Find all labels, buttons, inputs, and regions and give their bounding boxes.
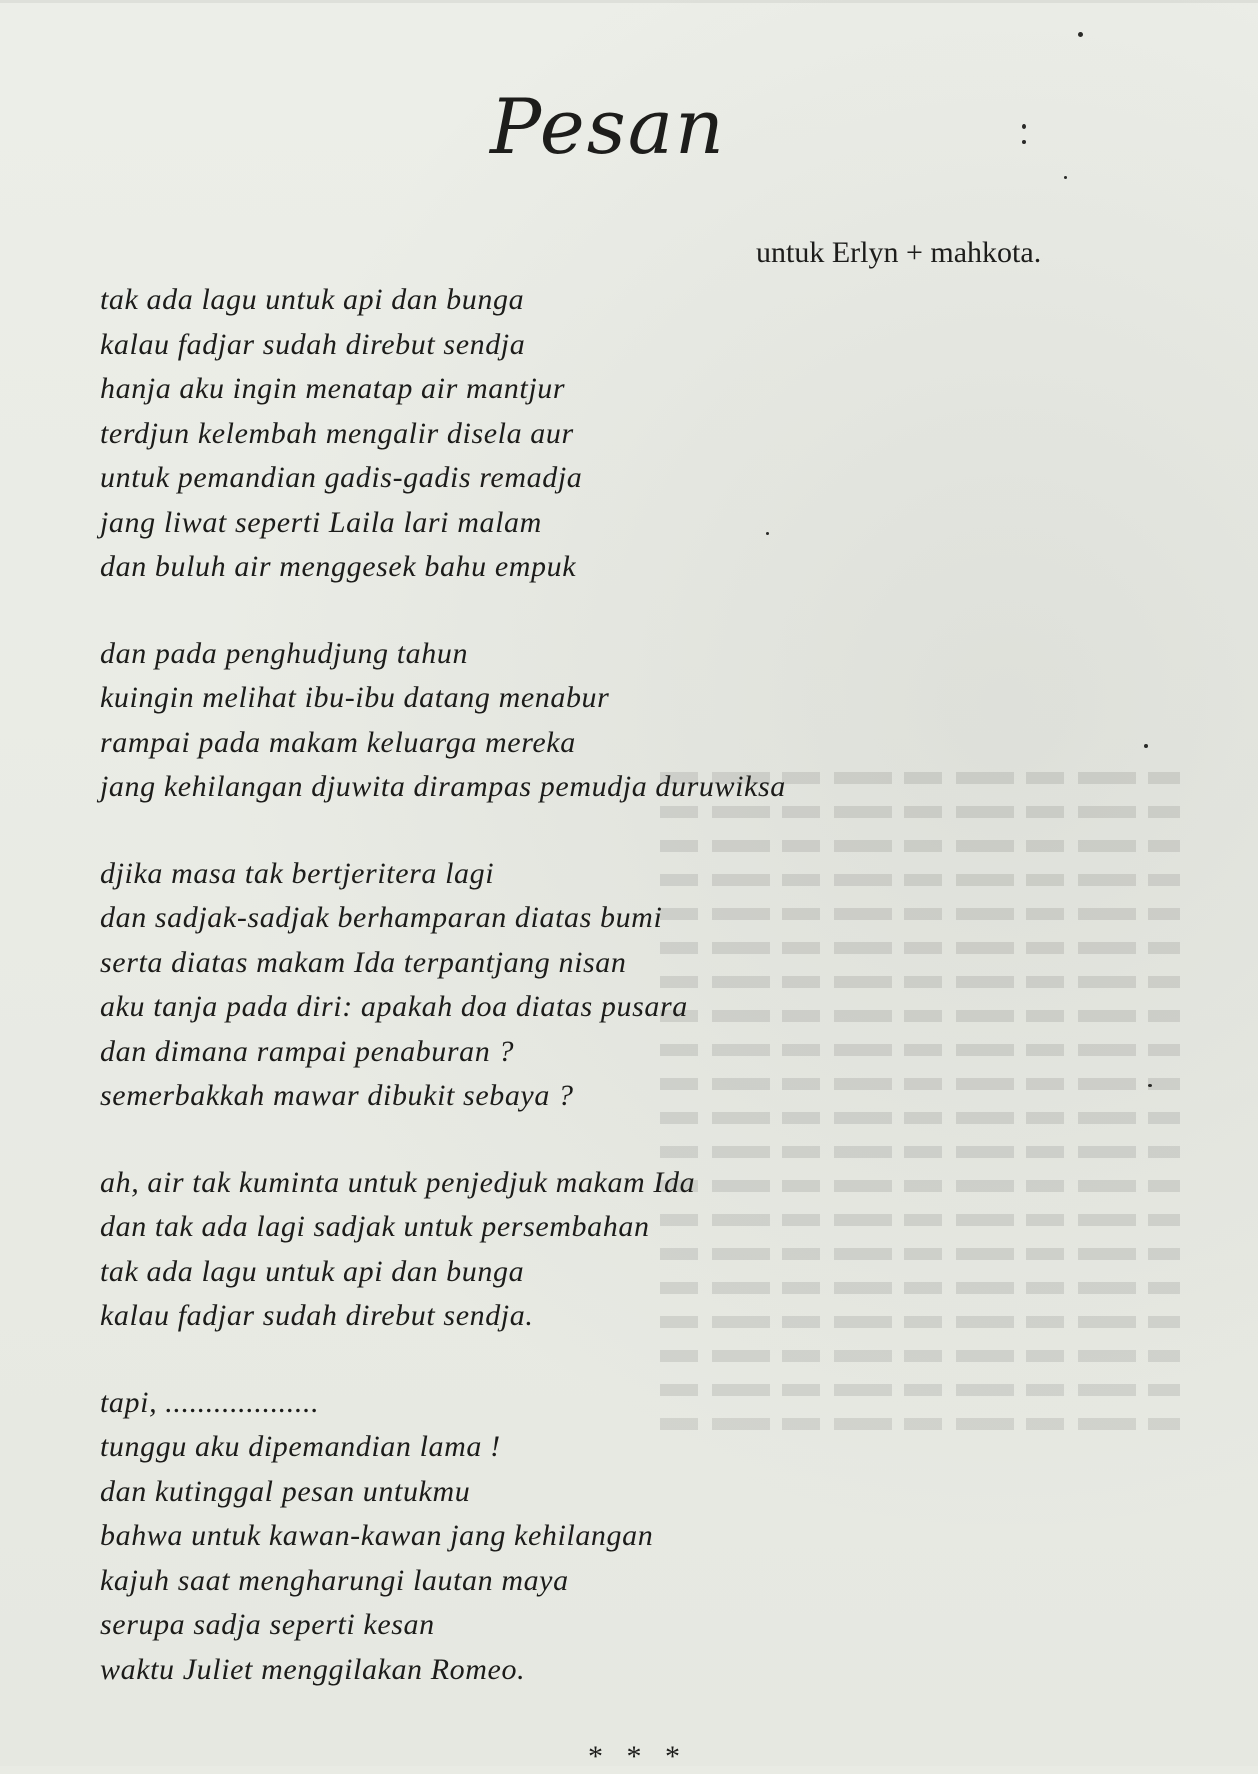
poem-line: serupa sadja seperti kesan: [100, 1608, 435, 1641]
stanza-break: [100, 1339, 1100, 1381]
poem-line: hanja aku ingin menatap air mantjur: [100, 372, 566, 405]
poem-line: semerbakkah mawar dibukit sebaya ?: [100, 1079, 574, 1112]
poem-line: kalau fadjar sudah direbut sendja: [100, 327, 526, 361]
ink-speck: [1022, 140, 1026, 144]
stanza-3: [100, 852, 1100, 1119]
section-end-mark: * * *: [588, 1740, 688, 1773]
poem-body: [100, 278, 1100, 1692]
poem-title: Pesan: [490, 82, 726, 171]
poem-line: waktu Juliet menggilakan Romeo.: [100, 1652, 526, 1686]
poem-line: tak ada lagu untuk api dan bunga: [100, 1254, 525, 1288]
ink-speck: [1144, 744, 1148, 748]
poem-line: tunggu aku dipemandian lama !: [100, 1430, 501, 1463]
poem-line: djika masa tak bertjeritera lagi: [100, 856, 495, 890]
poem-line: tak ada lagu untuk api dan bunga: [100, 283, 525, 316]
poem-line: aku tanja pada diri: apakah doa diatas pusara: [100, 990, 688, 1023]
poem-line: terdjun kelembah mengalir disela aur: [100, 416, 574, 450]
stanza-break: [100, 1119, 1100, 1161]
stanza-5: [100, 1381, 1100, 1693]
poem-line: bahwa untuk kawan-kawan jang kehilangan: [100, 1519, 654, 1552]
stanza-break: [100, 810, 1100, 852]
ink-speck: [1148, 1084, 1152, 1087]
poem-line: kalau fadjar sudah direbut sendja.: [100, 1299, 534, 1332]
poem-line: kuingin melihat ibu-ibu datang menabur: [100, 681, 610, 714]
stanza-4: [100, 1161, 1100, 1339]
ink-speck: [1078, 32, 1083, 37]
stanza-break: [100, 590, 1100, 632]
poem-line: jang kehilangan djuwita dirampas pemudja duruwiksa: [100, 770, 786, 803]
poem-line: kajuh saat mengharungi lautan maya: [100, 1563, 569, 1597]
poem-line: jang liwat seperti Laila lari malam: [100, 505, 542, 539]
page-edge: [0, 0, 1258, 3]
poem-line: untuk pemandian gadis-gadis remadja: [100, 461, 583, 494]
ink-speck: [1064, 176, 1067, 179]
stanza-2: [100, 632, 1100, 810]
poem-line: serta diatas makam Ida terpantjang nisan: [100, 945, 627, 979]
poem-line: dan tak ada lagi sadjak untuk persembahan: [100, 1210, 650, 1243]
poem-line: dan buluh air menggesek bahu empuk: [100, 550, 577, 583]
ink-speck: [766, 532, 769, 535]
poem-line: dan dimana rampai penaburan ?: [100, 1034, 515, 1068]
poem-line: rampai pada makam keluarga mereka: [100, 725, 576, 759]
poem-line: dan kutinggal pesan untukmu: [100, 1474, 471, 1508]
stanza-1: [100, 278, 1100, 590]
poem-dedication: untuk Erlyn + mahkota.: [756, 236, 1042, 269]
poem-line: tapi, ...................: [100, 1385, 320, 1419]
poem-line: dan sadjak-sadjak berhamparan diatas bumi: [100, 901, 663, 934]
poem-line: ah, air tak kuminta untuk penjedjuk makam Ida: [100, 1165, 696, 1199]
poem-line: dan pada penghudjung tahun: [100, 636, 469, 670]
ink-speck: [1022, 124, 1026, 129]
